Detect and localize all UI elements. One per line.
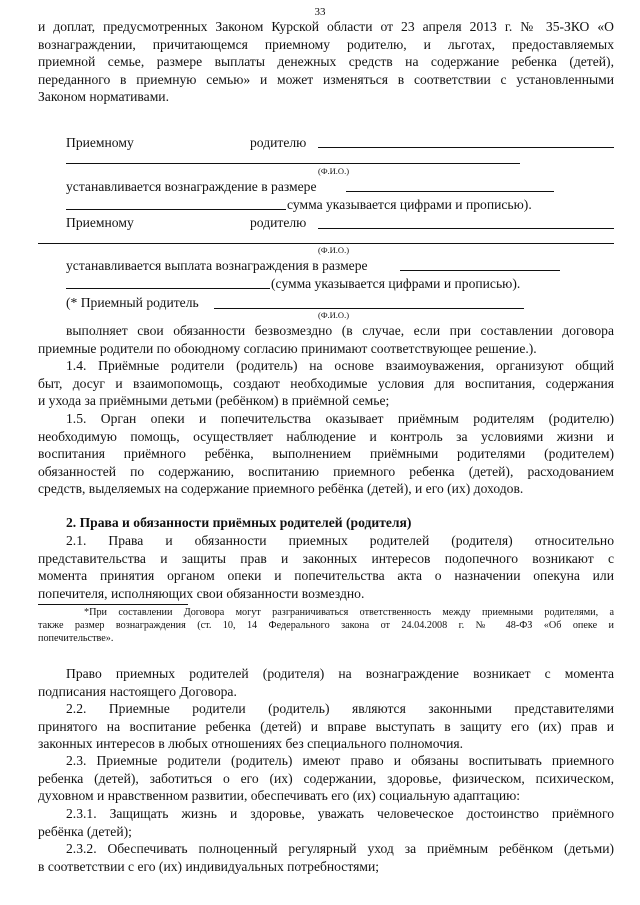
text-line: принятого на воспитание ребенка (детей) и вправе выступать в защиту его (их) прав и: [38, 718, 614, 734]
text-line: 1.5. Орган опеки и попечительства оказывает приёмным родителям (родителю): [66, 411, 614, 426]
text-line: ребенка (детей), заботиться о его (их) содержании, здоровье, физическом, психическом,: [38, 770, 614, 786]
text-line: выполняет свои обязанности безвозмездно (в случае, если при составлении договора: [66, 323, 614, 338]
paragraph-1-5: [38, 410, 614, 498]
text-line: 2.3.1. Защищать жизнь и здоровье, уважать человеческое достоинство приёмного: [66, 806, 614, 821]
text-line: приемной семье, размере выплаты денежных средств на содержание ребенка (детей),: [38, 54, 614, 69]
paragraph-2-1: [38, 532, 614, 602]
text-line: момента принятия органом опеки и попечительства акта о назначении опекуна или: [38, 568, 614, 583]
footnote-line: попечительстве».: [38, 633, 114, 644]
text-line: в соответствии с его (их) индивидуальных потребностями;: [38, 858, 380, 874]
footnote-separator: [38, 604, 188, 605]
text-line: подписания настоящего Договора.: [38, 683, 237, 699]
amount-line: [400, 270, 560, 271]
text-line: и доплат, предусмотренных Законом Курской области от 23 апреля 2013 г. № 35-ЗКО «О: [38, 19, 614, 34]
text-line: воспитания приёмного ребёнка, выполнением приёмными родителями (родителем): [38, 446, 614, 461]
text-line: попечителя, исполняющих свои обязанности возмездно.: [38, 585, 365, 601]
footnote-line: также размер вознаграждения (ст. 10, 14 Федерального закона от 24.04.2008 г. № 48-ФЗ «Об опеке и: [38, 620, 614, 631]
text-line: законных интересов в любых отношениях без специального полномочия.: [38, 736, 463, 751]
text-line: 2.1. Права и обязанности приемных родителей (родителя) относительно: [66, 533, 614, 548]
parent-name-line: [38, 243, 614, 244]
voznag-label: устанавливается вознаграждение в размере: [66, 179, 317, 194]
text-line: представительства и защиты прав и законных интересов подопечного возникают с: [38, 550, 614, 566]
parent-name-line: [318, 147, 614, 148]
text-line: Законом нормативами.: [38, 89, 169, 104]
text-line: 1.4. Приёмные родители (родитель) на основе взаимоуважения, организуют общий: [66, 358, 614, 373]
section-2-title: 2. Права и обязанности приёмных родителей (родителя): [66, 515, 412, 530]
text-line: необходимую помощь, осуществляет наблюдение и контроль за условиями жизни и: [38, 428, 614, 444]
summa-note: сумма указывается цифрами и прописью).: [287, 197, 532, 212]
text-line: 2.3. Приемные родители (родитель) имеют право и обязаны воспитывать приемного: [66, 753, 614, 768]
roditelyu-label: родителю: [250, 215, 307, 230]
page-number: 33: [314, 6, 326, 18]
parent-name-line: [66, 163, 520, 164]
fio-caption: (Ф.И.О.): [318, 166, 350, 176]
fio-caption: (Ф.И.О.): [318, 245, 350, 255]
paragraph-2-3-2: [38, 840, 614, 875]
intro-paragraph: [38, 18, 614, 106]
text-line: приемные родители по обоюдному согласию принимают соответствующее решение.).: [38, 340, 537, 356]
text-line: быт, досуг и взаимопомощь, создают необходимые условия для воспитания, содержания: [38, 375, 614, 391]
text-line: обязанностей по содержанию, воспитанию приемного ребенка (детей), расходованием: [38, 463, 614, 479]
vyplata-label: устанавливается выплата вознаграждения в размере: [66, 258, 368, 273]
priemnomu-label: Приемному: [66, 135, 134, 150]
summa-note: (сумма указывается цифрами и прописью).: [271, 276, 521, 291]
amount-line: [66, 288, 270, 289]
paragraph-2-3-1: [38, 805, 614, 840]
parent-name-line: [214, 308, 524, 309]
text-line: средств, выделяемых на содержание приемного ребёнка (детей), и его (их) доходов.: [38, 481, 524, 496]
text-line: Право приемных родителей (родителя) на вознаграждение возникает с момента: [66, 666, 614, 681]
text-line: 2.3.2. Обеспечивать полноценный регулярный уход за приёмным ребёнком (детьми): [66, 841, 614, 856]
paragraph-1-4: [38, 357, 614, 410]
text-line: духовном и нравственном развитии, обеспечивать его (их) социальную адаптацию:: [38, 788, 521, 803]
amount-line: [66, 209, 286, 210]
fio-caption: (Ф.И.О.): [318, 310, 350, 320]
text-line: 2.2. Приемные родители (родитель) являются законными представителями: [66, 701, 614, 716]
roditelyu-label: родителю: [250, 135, 307, 150]
star-parent-label: (* Приемный родитель: [66, 295, 199, 310]
text-line: переданного в приемную семью» и может изменяться в соответствии с установленными: [38, 71, 614, 87]
text-line: ребёнка (детей);: [38, 823, 132, 839]
paragraph-2-3: [38, 752, 614, 805]
priemnomu-label: Приемному: [66, 215, 134, 230]
footnote: [38, 606, 614, 645]
text-line: и ухода за приёмными детьми (ребёнком) в приёмной семье;: [38, 393, 390, 408]
paragraph-right: [38, 665, 614, 700]
paragraph-2-2: [38, 700, 614, 753]
footnote-line: *При составлении Договора могут разграничиваться ответственность между приемными родителями, а: [84, 607, 614, 618]
parent-name-line: [318, 228, 614, 229]
free-paragraph: [38, 322, 614, 357]
amount-line: [346, 191, 554, 192]
text-line: вознаграждении, причитающемся приемному родителю, и льготах, предоставляемых: [38, 36, 614, 52]
